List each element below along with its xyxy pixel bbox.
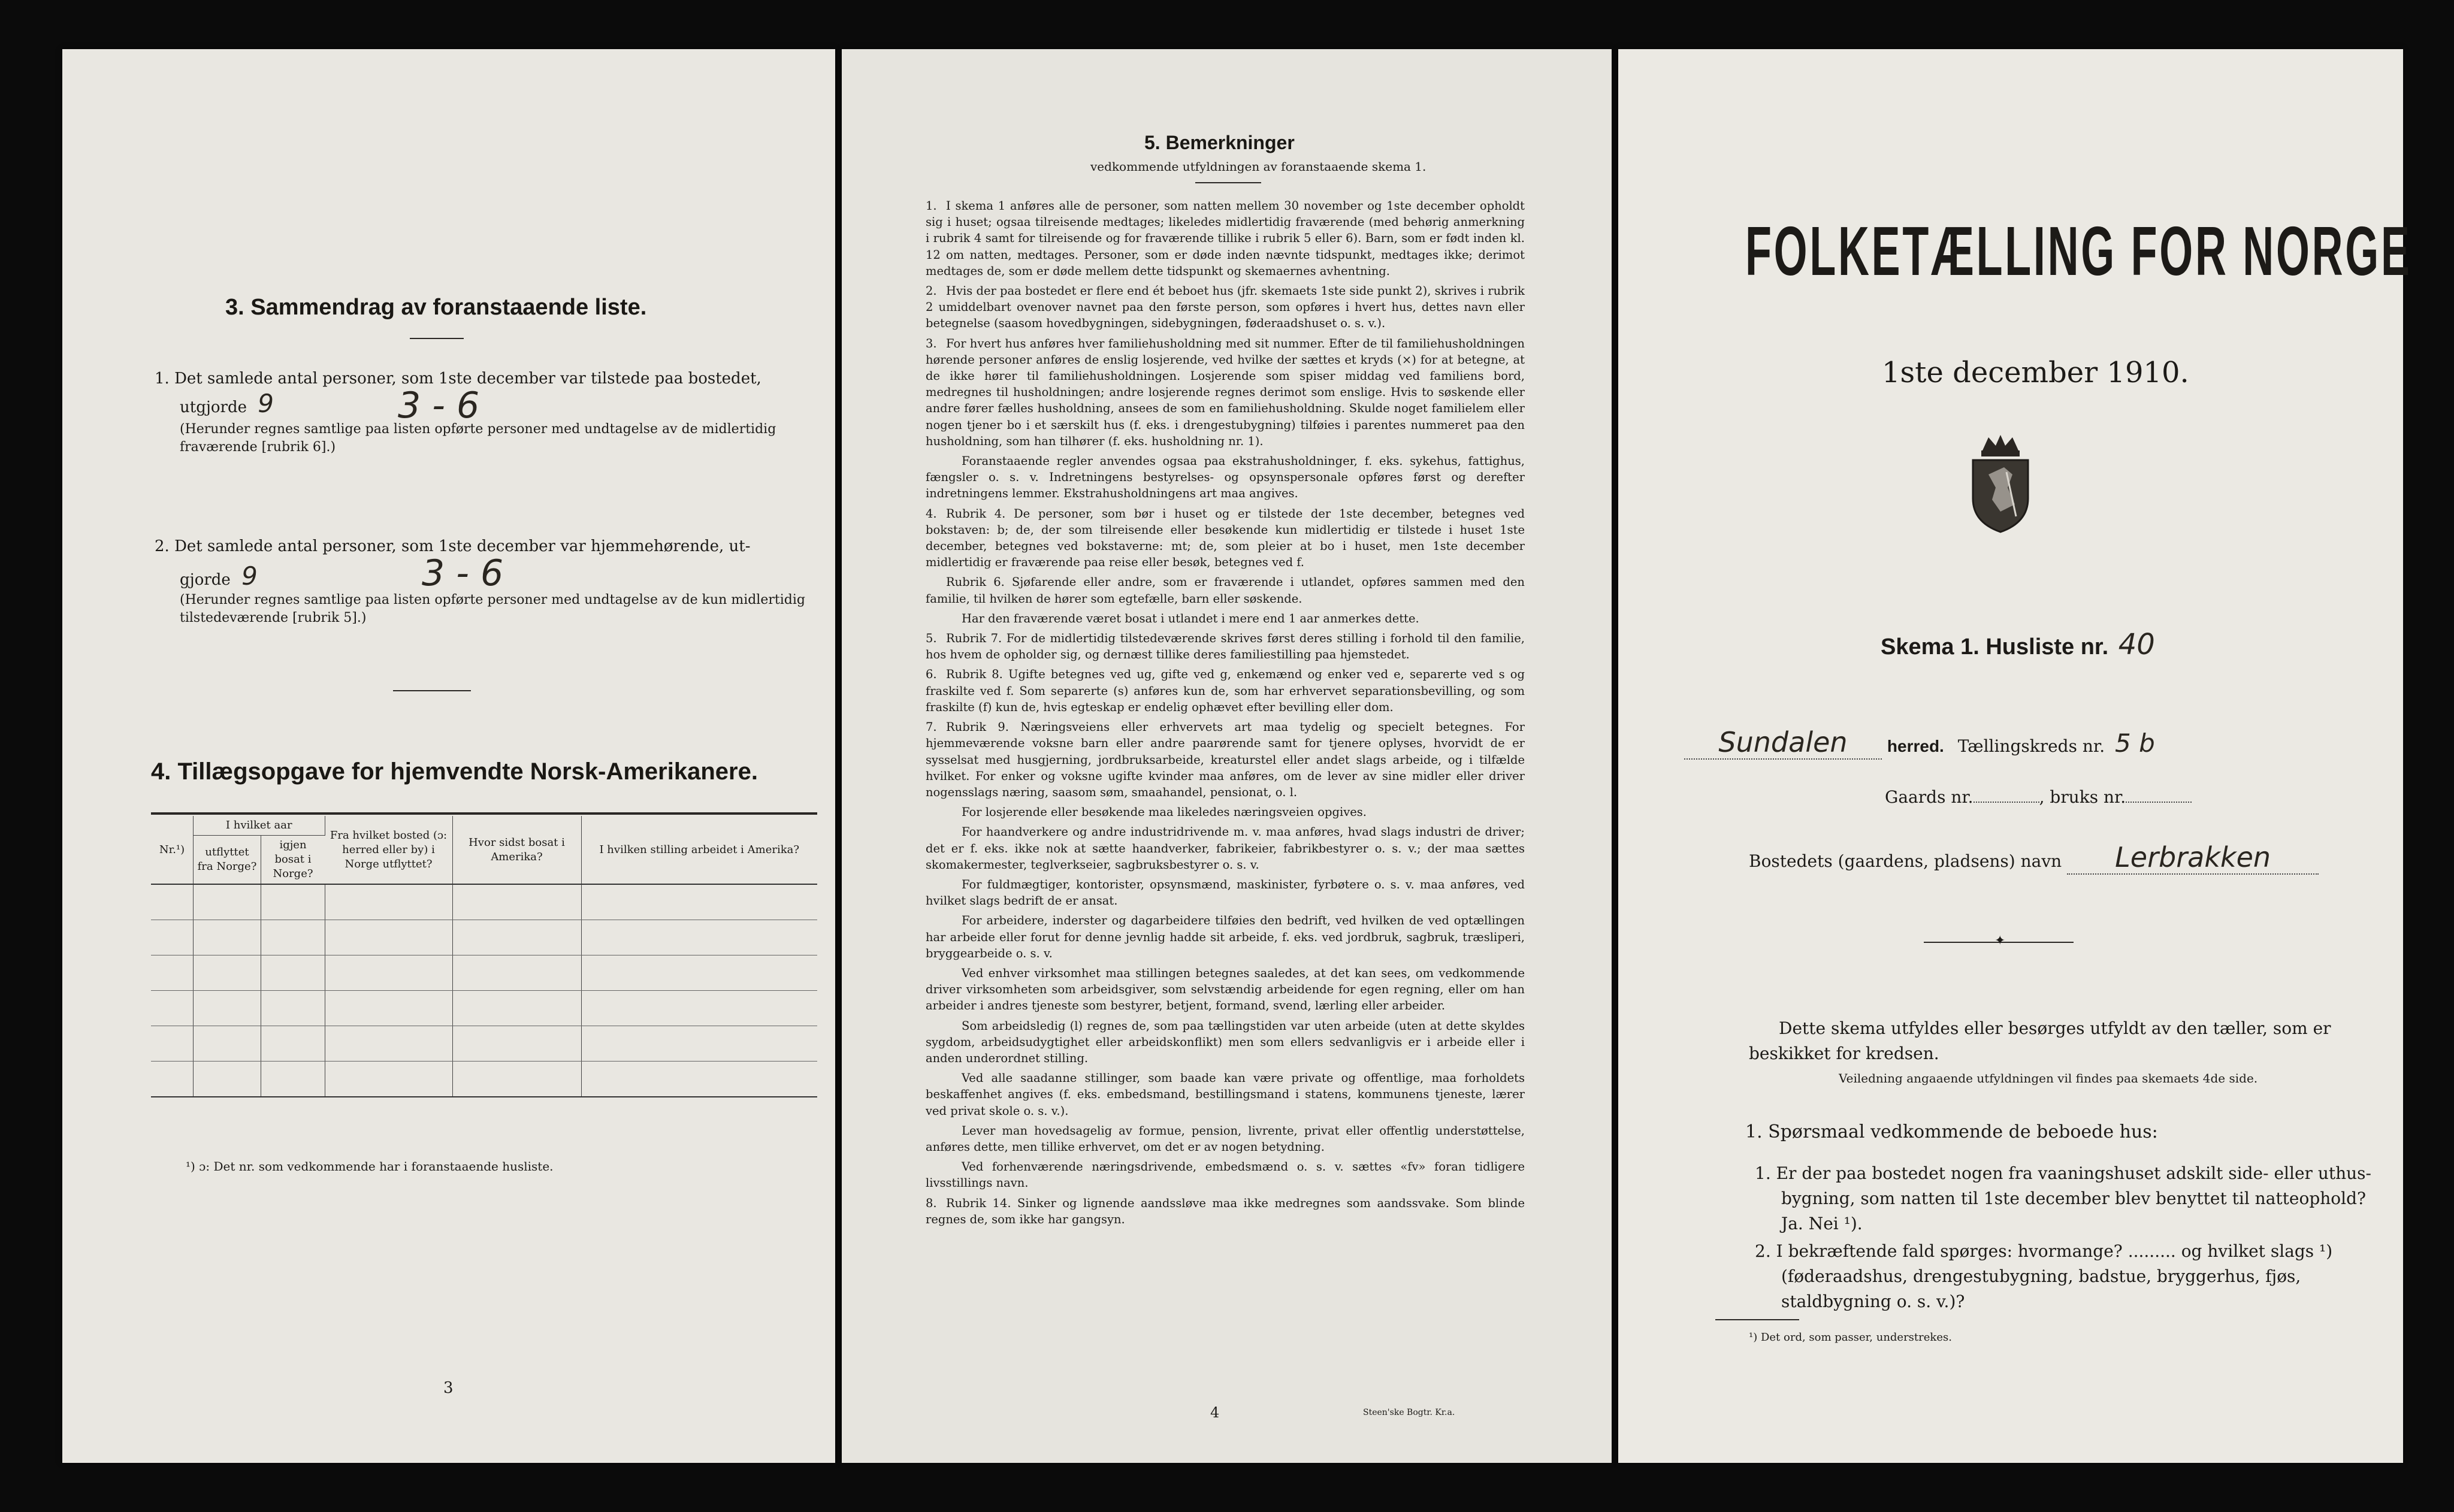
summary-item-1-text: 1. Det samlede antal personer, som 1ste december var tilstede paa bostedet, bbox=[155, 370, 761, 388]
table-cell bbox=[151, 884, 194, 920]
col-utflyttet: utflyttet fra Norge? bbox=[194, 836, 261, 885]
table-cell bbox=[581, 991, 817, 1026]
table-cell bbox=[452, 884, 581, 920]
summary-item-1 bbox=[155, 367, 814, 391]
table-row bbox=[151, 955, 817, 991]
table-cell bbox=[194, 991, 261, 1026]
table-cell bbox=[151, 1026, 194, 1062]
bosted-field bbox=[2067, 841, 2319, 875]
remark-paragraph: Lever man hovedsagelig av formue, pension, livrente, privat eller offentlig understøttelse, anføres dette, men tillike erhvervet, om det er av nogen betydning. bbox=[926, 1123, 1525, 1154]
table-cell bbox=[151, 1062, 194, 1097]
table-row bbox=[151, 1062, 817, 1097]
questions-heading: 1. Spørsmaal vedkommende de beboede hus: bbox=[1745, 1121, 2158, 1142]
kreds-label: Tællingskreds nr. bbox=[1957, 736, 2105, 756]
remark-paragraph: For fuldmægtiger, kontorister, opsynsmænd, maskinister, fyrbøtere o. s. v. maa anføres, ved hvilket slags bedrift de er ansat. bbox=[926, 877, 1525, 908]
norsk-amerikanere-table bbox=[151, 816, 817, 1097]
remark-paragraph: For arbeidere, inderster og dagarbeidere tilføies den bedrift, ved hvilken de ved optællingen har arbeide eller forut for denne jevnlig hadde sit arbeide, f. eks. ved jordbruk, sagbruk, træsliperi, bryggearbeide o. s. v. bbox=[926, 914, 1525, 960]
col-stilling: I hvilken stilling arbeidet i Amerika? bbox=[581, 816, 817, 884]
table-cell bbox=[581, 955, 817, 991]
table-cell bbox=[194, 884, 261, 920]
ornament: ✦ bbox=[1994, 933, 2006, 948]
table-cell bbox=[151, 955, 194, 991]
table-cell bbox=[261, 991, 325, 1026]
handwritten-count: 9 bbox=[241, 561, 258, 591]
kreds-value: 5 b bbox=[2115, 728, 2155, 758]
divider bbox=[393, 690, 471, 691]
remark-paragraph: Rubrik 6. Sjøfarende eller andre, som er fraværende i utlandet, opføres sammen med den familie, til hvilken de hører som egtefælle, barn eller søskende. bbox=[926, 575, 1525, 606]
divider bbox=[1715, 1319, 1799, 1320]
table-cell bbox=[325, 991, 452, 1026]
table-cell bbox=[261, 884, 325, 920]
remark-paragraph: 4. Rubrik 4. De personer, som bør i huset og er tilstede der 1ste december, betegnes ved bokstaven: b; de, der som tilreisende eller besøkende kun midlertidig er tilstede i huset 1ste december, betegnes ved bokstaverne: mt; de, som pleier at bo i huset, men 1ste december midlertidig er fraværende paa reise eller besøk, betegnes ved f. bbox=[926, 506, 1525, 570]
table-cell bbox=[151, 920, 194, 955]
table-header-row bbox=[151, 816, 817, 836]
table-row bbox=[151, 920, 817, 955]
question-2: 2. I bekræftende fald spørges: hvormange? ......... og hvilket slags ¹) (føderaadshus, drengestubygning, badstue, bryggerhus, fjøs, staldbygning o. s. v.)? bbox=[1755, 1241, 2333, 1311]
table-cell bbox=[261, 920, 325, 955]
table-footnote: ¹) ɔ: Det nr. som vedkommende har i foranstaaende husliste. bbox=[186, 1159, 554, 1174]
skema-line bbox=[1881, 628, 2155, 661]
herred-value: Sundalen bbox=[1718, 726, 1848, 758]
table-cell bbox=[452, 920, 581, 955]
table-cell bbox=[325, 1026, 452, 1062]
table-cell bbox=[452, 1026, 581, 1062]
table-cell bbox=[581, 1062, 817, 1097]
comma: , bbox=[2039, 787, 2050, 807]
husliste-number: 40 bbox=[2118, 628, 2155, 661]
summary-item-2-text: 2. Det samlede antal personer, som 1ste december var hjemmehørende, ut- bbox=[155, 537, 751, 555]
table-cell bbox=[325, 920, 452, 955]
page-number: 4 bbox=[1210, 1404, 1220, 1421]
remark-paragraph: 8. Rubrik 14. Sinker og lignende aandssløve maa ikke medregnes som aandssvake. Som blinde regnes de, som ikke har gangsyn. bbox=[926, 1196, 1525, 1226]
page-middle bbox=[842, 49, 1612, 1463]
printer-imprint: Steen'ske Bogtr. Kr.a. bbox=[1363, 1408, 1455, 1417]
remark-paragraph: Foranstaaende regler anvendes ogsaa paa ekstrahusholdninger, f. eks. sykehus, fattighus, fængsler o. s. v. Indretningens bestyrelses- og opsynspersonale opføres først og derefter indretningens lemmer. Ekstrahusholdningens art maa angives. bbox=[926, 454, 1525, 501]
col-nr: Nr.¹) bbox=[151, 816, 194, 884]
summary-item-1-utgjorde bbox=[180, 389, 274, 419]
bruks-field bbox=[2126, 802, 2192, 803]
table-cell bbox=[581, 1026, 817, 1062]
col-group: I hvilket aar bbox=[194, 816, 325, 836]
table-cell bbox=[325, 884, 452, 920]
page-right bbox=[1618, 49, 2412, 1463]
remark-paragraph: 7. Rubrik 9. Næringsveiens eller erhvervets art maa tydelig og specielt betegnes. For hjemmeværende voksne barn eller andre paarørende samt for tjenere oplyses, hvorvidt de er sysselsat med husgjerning, jordbruksarbeide, kreaturstel eller andet slags arbeide, og i tilfælde hvilket. For enker og voksne ugifte kvinder maa anføres, om de lever av sine midler eller driver nogensslags næring, saasom søm, smaahandel, pensionat, o. l. bbox=[926, 720, 1525, 799]
remark-paragraph: For losjerende eller besøkende maa likeledes næringsveien opgives. bbox=[962, 805, 1367, 819]
table-cell bbox=[261, 955, 325, 991]
table-cell bbox=[581, 920, 817, 955]
table-cell bbox=[194, 920, 261, 955]
table-cell bbox=[452, 1062, 581, 1097]
handwritten-range: 3 - 6 bbox=[422, 552, 504, 594]
table-cell bbox=[261, 1026, 325, 1062]
table-cell bbox=[194, 1062, 261, 1097]
bruks-label: bruks nr. bbox=[2050, 787, 2126, 807]
bosted-line bbox=[1749, 841, 2319, 875]
bosted-value: Lerbrakken bbox=[2115, 841, 2271, 873]
table-cell bbox=[151, 991, 194, 1026]
remark-paragraph: Som arbeidsledig (l) regnes de, som paa tællingstiden var uten arbeide (uten at dette skyldes sygdom, arbeidsudygtighet eller arbeidskonflikt) men som ellers sedvanligvis er i arbeide eller i anden underordnet stilling. bbox=[926, 1018, 1525, 1065]
remark-paragraph: Ved alle saadanne stillinger, som baade kan være private og offentlige, maa forholdets beskaffenhet angives (f. eks. embedsmand, bestillingsmand i statens, kommunens tjeneste, lærer ved privat skole o. s. v.). bbox=[926, 1071, 1525, 1118]
remarks-list bbox=[926, 198, 1525, 1231]
col-fra: Fra hvilket bosted (ɔ: herred eller by) i Norge utflyttet? bbox=[325, 816, 452, 884]
remarks-heading: 5. Bemerkninger bbox=[1144, 132, 1295, 153]
divider bbox=[410, 338, 464, 339]
remark-paragraph: 5. Rubrik 7. For de midlertidig tilstedeværende skrives først deres stilling i forhold til den familie, hos hvem de opholder sig, og dernæst tillike deres familiestilling paa hjemstedet. bbox=[926, 631, 1525, 662]
table-cell bbox=[581, 884, 817, 920]
intro-text: Dette skema utfyldes eller besørges utfyldt av den tæller, som er beskikket for kredsen. bbox=[1749, 1018, 2331, 1063]
page-number: 3 bbox=[443, 1379, 454, 1397]
remark-paragraph: Ved forhenværende næringsdrivende, embedsmænd o. s. v. sættes «fv» foran tidligere livsstillings navn. bbox=[926, 1160, 1525, 1190]
section4-heading: 4. Tillægsopgave for hjemvendte Norsk-Amerikanere. bbox=[151, 758, 758, 785]
table-cell bbox=[452, 991, 581, 1026]
question-1: 1. Er der paa bostedet nogen fra vaaningshuset adskilt side- eller uthus-bygning, som natten til 1ste december blev benyttet til natteophold? Ja. Nei ¹). bbox=[1755, 1163, 2371, 1233]
gaards-line bbox=[1885, 787, 2192, 807]
col-igjen: igjen bosat i Norge? bbox=[261, 836, 325, 885]
section3-heading: 3. Sammendrag av foranstaaende liste. bbox=[225, 295, 647, 320]
gaards-label: Gaards nr. bbox=[1885, 787, 1974, 807]
remark-paragraph: Ved enhver virksomhet maa stillingen betegnes saaledes, at det kan sees, om vedkommende driver virksomheten som arbeidsgiver, som selvstændig arbeidende for egen regning, eller om han arbeider i andres tjeneste som bestyrer, betjent, formand, svend, lærling eller arbeider. bbox=[926, 966, 1525, 1013]
remark-paragraph: 6. Rubrik 8. Ugifte betegnes ved ug, gifte ved g, enkemænd og enker ved e, separerte ved s og fraskilte ved f. Som separerte (s) anføres kun de, som har erhvervet separationsbevilling, og som fraskilte (f) kun de, hvis egteskap er endelig ophævet efter bevilling eller dom. bbox=[926, 667, 1525, 714]
census-date: 1ste december 1910. bbox=[1882, 356, 2189, 389]
table-cell bbox=[325, 955, 452, 991]
table-row bbox=[151, 884, 817, 920]
remark-paragraph: For haandverkere og andre industridrivende m. v. maa anføres, hvad slags industri de driver; det er f. eks. ikke nok at sætte haandverker, fabrikeier, fabrikbestyrer o. s. v.; der maa sættes skomakermester, teglverkseier, sagbruksbestyrer o. s. v. bbox=[926, 825, 1525, 872]
herred-field bbox=[1684, 726, 1882, 760]
remark-paragraph: 3. For hvert hus anføres hver familiehusholdning med sit nummer. Efter de til familiehusholdningen hørende personer anføres de enslig losjerende, ved hvilke der sættes et kryds (×) for at betegne, at de ikke hører til familiehusholdningen. Losjerende som spiser middag ved familiens bord, medregnes til husholdningen; andre losjerende regnes derimot som enslige. Hvis to søskende eller andre fører fælles husholdning, ansees de som en familiehusholdning. Skulde noget familielem eller nogen tjener bo i et særskilt hus (f. eks. i drengestubygning) tilføies i parentes nummeret paa den husholdning, som han tilhører (f. eks. husholdning nr. 1). bbox=[926, 336, 1525, 448]
summary-item-2-note: (Herunder regnes samtlige paa listen opførte personer med undtagelse av de kun midlertidig tilstedeværende [rubrik 5].) bbox=[180, 592, 805, 625]
herred-line bbox=[1684, 726, 2331, 760]
handwritten-range: 3 - 6 bbox=[398, 385, 480, 427]
herred-label: herred. bbox=[1887, 737, 1944, 755]
table-cell bbox=[194, 955, 261, 991]
table-cell bbox=[261, 1062, 325, 1097]
col-hvor: Hvor sidst bosat i Amerika? bbox=[452, 816, 581, 884]
handwritten-count: 9 bbox=[258, 389, 274, 418]
table-cell bbox=[452, 955, 581, 991]
remark-paragraph: 1. I skema 1 anføres alle de personer, som natten mellem 30 november og 1ste december opholdt sig i huset; ogsaa tilreisende medtages; likeledes midlertidig fraværende (med behørig anmerkning i rubrik 4 samt for tilreisende og for fraværende tillike i rubrik 5 eller 6). Barn, som er født inden kl. 12 om natten, medtages. Personer, som er døde inden nævnte tidspunkt, medtages ikke; derimot medtages de, som er døde mellem dette tidspunkt og skemaernes avhentning. bbox=[926, 199, 1525, 278]
summary-item-2-utgjorde bbox=[180, 561, 258, 592]
veiledning-text: Veiledning angaaende utfyldningen vil findes paa skemaets 4de side. bbox=[1839, 1071, 2258, 1085]
remark-paragraph: 2. Hvis der paa bostedet er flere end ét beboet hus (jfr. skemaets 1ste side punkt 2), skrives i rubrik 2 umiddelbart ovenover navnet paa den første person, som opføres i hvert hus, dettes navn eller betegnelse (saasom hovedbygningen, sidebygningen, føderaadshuset o. s. v.). bbox=[926, 284, 1525, 331]
remarks-subheading: vedkommende utfyldningen av foranstaaende skema 1. bbox=[1090, 159, 1427, 174]
census-title: FOLKETÆLLING FOR NORGE bbox=[1745, 212, 2412, 290]
table-cell bbox=[325, 1062, 452, 1097]
gjorde-label: gjorde bbox=[180, 571, 231, 589]
table-row bbox=[151, 1026, 817, 1062]
utgjorde-label: utgjorde bbox=[180, 398, 247, 416]
divider bbox=[1195, 182, 1261, 183]
coat-of-arms-icon bbox=[1965, 433, 2036, 534]
table-top-rule bbox=[151, 812, 817, 815]
summary-item-1-note: (Herunder regnes samtlige paa listen opførte personer med undtagelse av de midlertidig fraværende [rubrik 6].) bbox=[180, 422, 776, 455]
skema-label: Skema 1. Husliste nr. bbox=[1881, 634, 2109, 660]
footnote: ¹) Det ord, som passer, understrekes. bbox=[1749, 1331, 1952, 1344]
gaards-field bbox=[1974, 802, 2039, 803]
bosted-label: Bostedets (gaardens, pladsens) navn bbox=[1749, 851, 2062, 871]
remark-paragraph: Har den fraværende været bosat i utlandet i mere end 1 aar anmerkes dette. bbox=[962, 611, 1419, 625]
table-row bbox=[151, 991, 817, 1026]
page-left bbox=[62, 49, 835, 1463]
table-cell bbox=[194, 1026, 261, 1062]
